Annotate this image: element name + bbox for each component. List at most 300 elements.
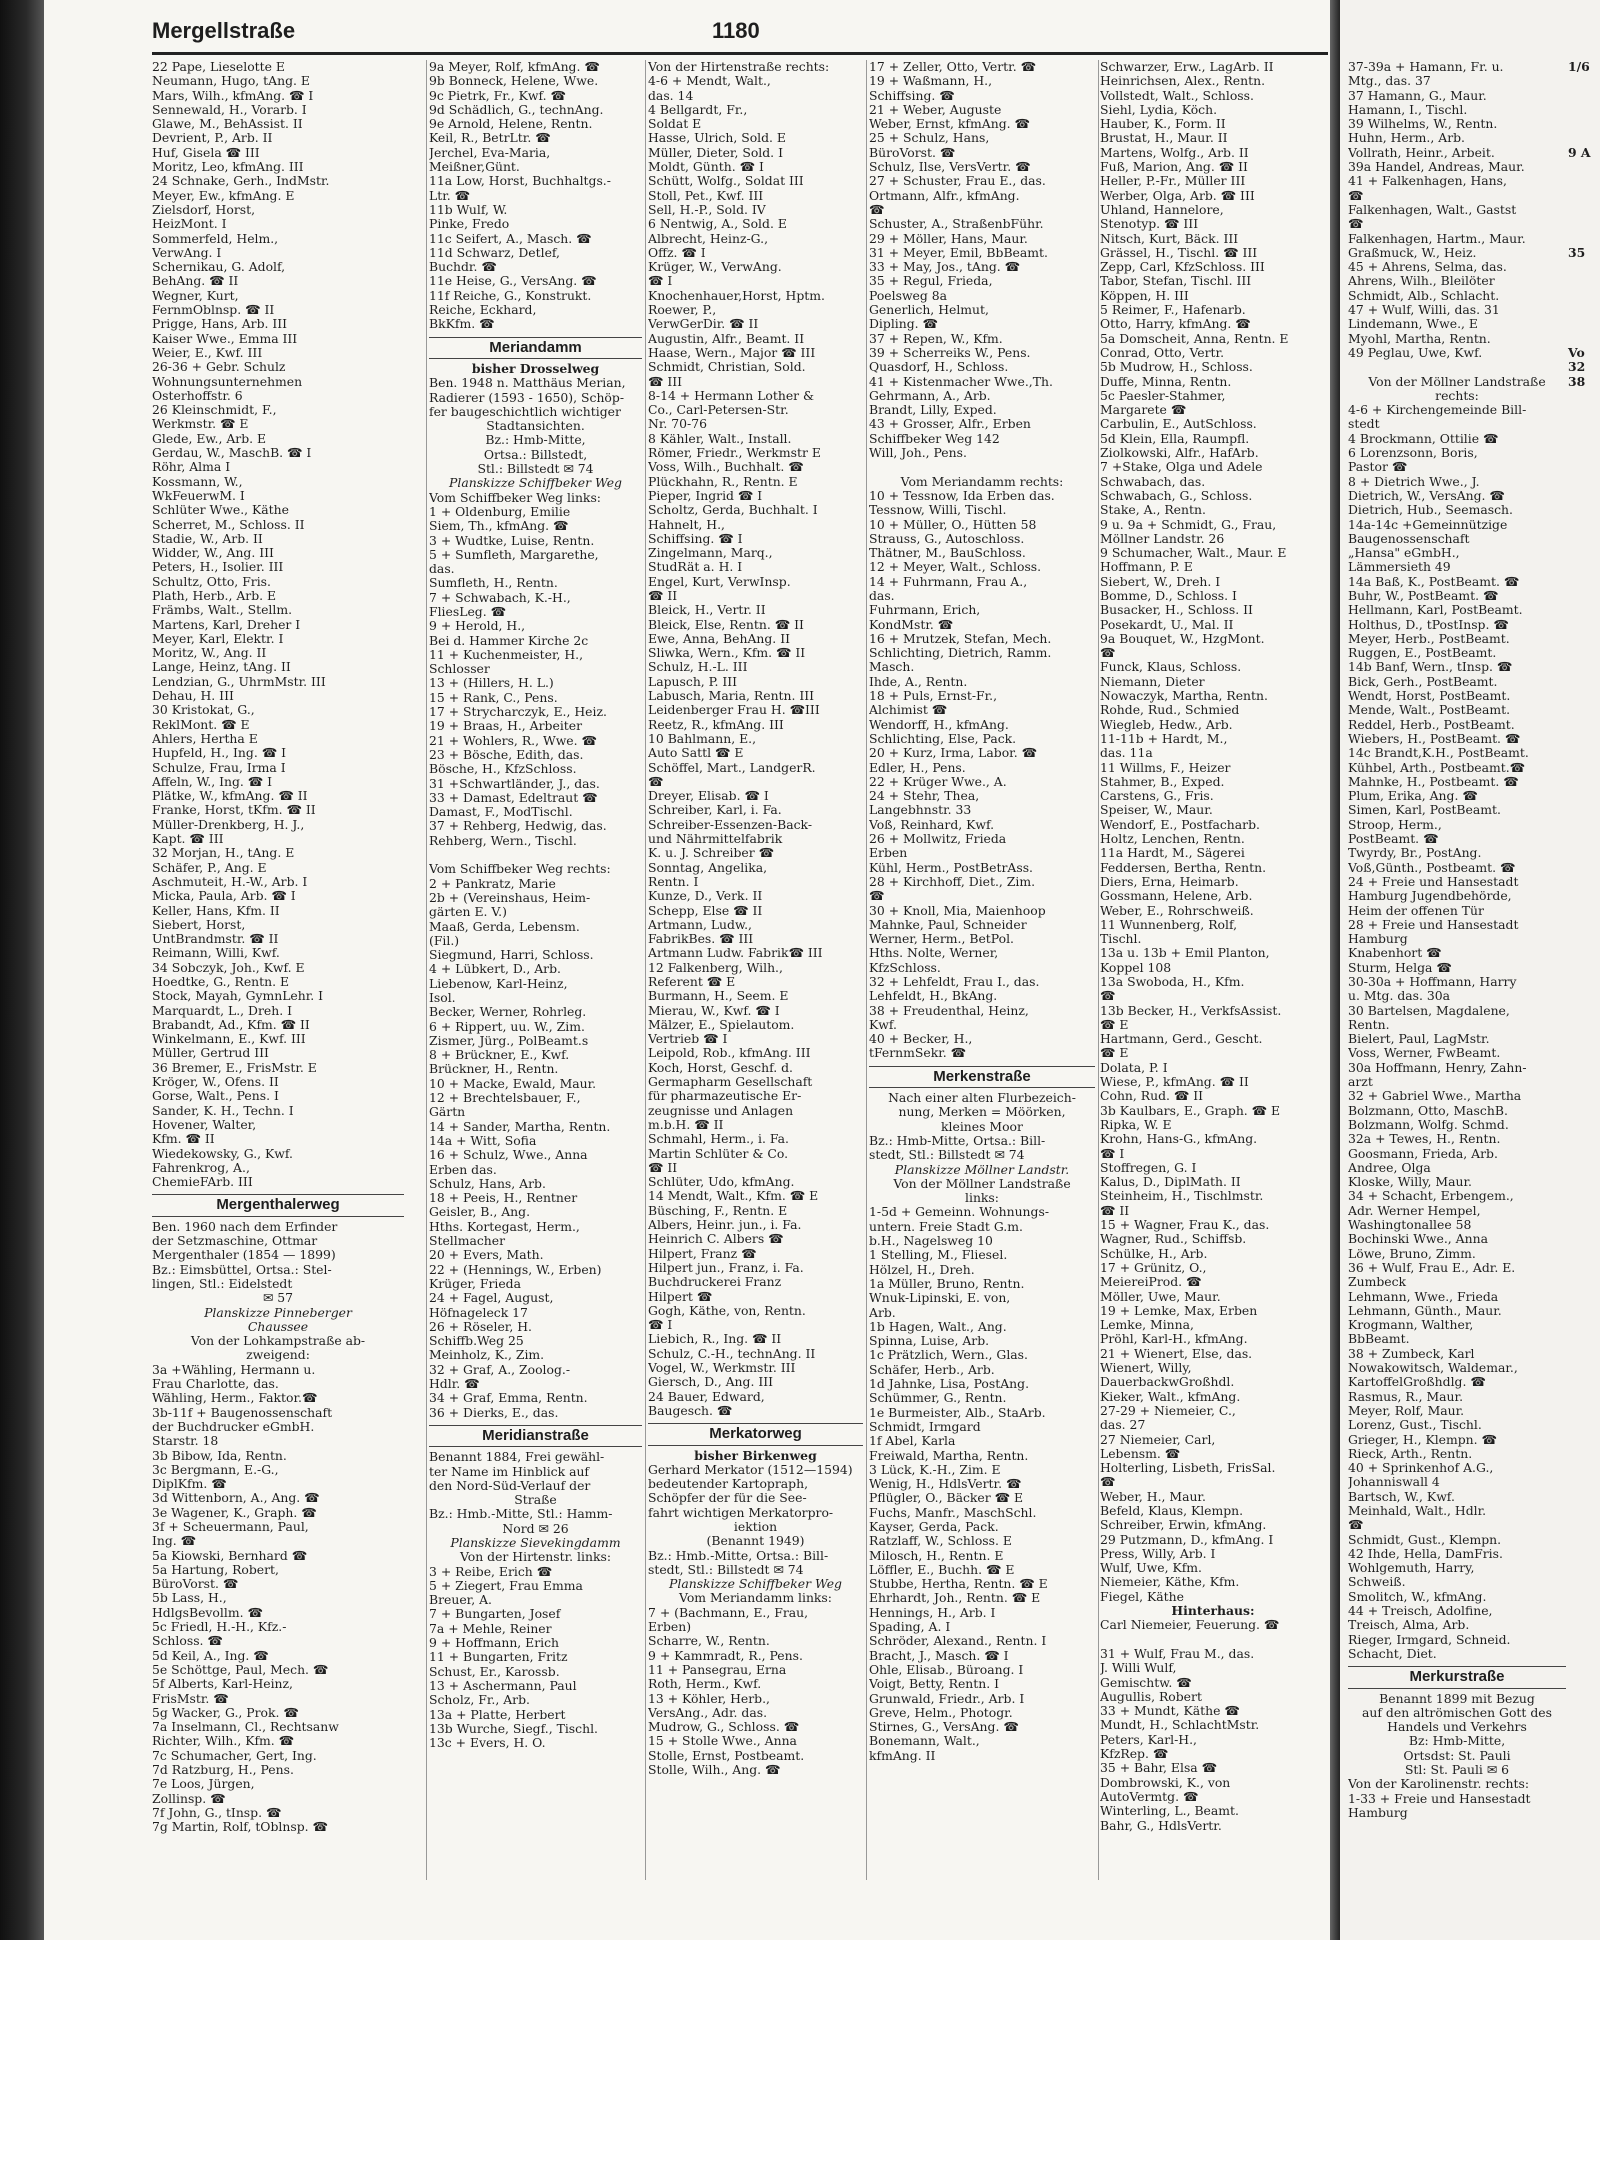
directory-entry: ☎ III xyxy=(648,373,683,389)
directory-entry: Lehfeldt, H., BkAng. xyxy=(869,988,998,1004)
directory-entry: Duffe, Minna, Rentn. xyxy=(1100,373,1232,389)
edge-fragment xyxy=(1568,260,1598,274)
directory-entry: Weier, E., Kwf. III xyxy=(152,344,263,360)
directory-entry: Engel, Kurt, VerwInsp. xyxy=(648,573,791,589)
directory-entry: Reddel, Herb., PostBeamt. xyxy=(1348,716,1515,732)
directory-entry: Bei d. Hammer Kirche 2c xyxy=(429,632,589,648)
directory-entry: Schernikau, G. Adolf, xyxy=(152,259,286,275)
edge-fragment: 9 A xyxy=(1568,144,1591,160)
directory-entry: 9b Bonneck, Helene, Wwe. xyxy=(429,73,599,89)
directory-entry: 37 + Repen, W., Kfm. xyxy=(869,330,1003,346)
directory-entry: Rasmus, R., Maur. xyxy=(1348,1388,1464,1404)
directory-entry: Augustin, Alfr., Beamt. II xyxy=(648,330,805,346)
directory-entry: Winkelmann, E., Kwf. III xyxy=(152,1031,306,1047)
directory-entry: Möller, Uwe, Maur. xyxy=(1100,1288,1221,1304)
directory-entry xyxy=(1348,360,1566,374)
directory-entry: 7a + Mehle, Reiner xyxy=(429,1620,552,1636)
directory-entry: Thätner, M., BauSchloss. xyxy=(869,545,1026,561)
directory-entry: 1a Müller, Bruno, Rentn. xyxy=(869,1275,1025,1291)
directory-entry: stedt, Stl.: Billstedt ✉ 74 xyxy=(648,1561,804,1577)
directory-entry: Vogel, W., Werkmstr. III xyxy=(648,1360,796,1376)
directory-entry: HeizMont. I xyxy=(152,216,227,232)
directory-entry: Zielsdorf, Horst, xyxy=(152,201,256,217)
street-description: Ortsa.: Billstedt, xyxy=(483,446,588,462)
directory-entry: Gerhard Merkator (1512—1594) xyxy=(648,1461,853,1477)
directory-column-2 xyxy=(429,60,642,1750)
directory-entry: Alchimist ☎ xyxy=(869,702,948,718)
directory-entry: Kunze, D., Verk. II xyxy=(648,888,763,904)
directory-entry: Feddersen, Bertha, Rentn. xyxy=(1100,859,1267,875)
directory-entry: Augullis, Robert xyxy=(1100,1688,1202,1704)
directory-entry: DiplKfm. ☎ xyxy=(152,1476,227,1492)
directory-entry: 22 Pape, Lieselotte E xyxy=(152,60,285,74)
directory-entry: Tischl. xyxy=(1100,931,1142,947)
directory-entry: Fuhrmann, Erich, xyxy=(869,602,981,618)
directory-entry: Schloss. ☎ xyxy=(152,1633,223,1649)
directory-entry: 38 + Zumbeck, Karl xyxy=(1348,1345,1475,1361)
directory-entry: 5 + Ziegert, Frau Emma xyxy=(429,1577,583,1593)
directory-entry: 8-14 + Hermann Lother & xyxy=(648,387,815,403)
directory-entry: Koppel 108 xyxy=(1100,959,1172,975)
map-reference-note: Chaussee xyxy=(247,1318,309,1334)
directory-entry: Rentn. xyxy=(1348,1016,1390,1032)
directory-entry: Generlich, Helmut, xyxy=(869,302,989,318)
directory-entry: 7 + (Bachmann, E., Frau, xyxy=(648,1604,809,1620)
directory-entry: Schiffsing. ☎ xyxy=(869,87,955,103)
directory-entry: 37 + Rehberg, Hedwig, das. xyxy=(429,818,607,834)
directory-entry: Hilpert, Franz ☎ xyxy=(648,1245,757,1261)
directory-entry: Sonntag, Angelika, xyxy=(648,859,768,875)
directory-entry: 4-6 + Kirchengemeinde Bill- xyxy=(1348,402,1527,418)
directory-entry: Schulz, Hans, Arb. xyxy=(429,1175,546,1191)
directory-entry: Masch. xyxy=(869,659,915,675)
directory-entry: 9 + Herold, H., xyxy=(429,618,526,634)
directory-entry: Schreiber, Erwin, kfmAng. xyxy=(1100,1517,1267,1533)
directory-entry: 11 + Bungarten, Fritz xyxy=(429,1649,568,1665)
directory-entry: Knabenhort ☎ xyxy=(1348,945,1442,961)
directory-entry: Bleick, Else, Rentn. ☎ II xyxy=(648,616,804,632)
directory-entry: 1b Hagen, Walt., Ang. xyxy=(869,1318,1007,1334)
directory-entry: VerwAng. I xyxy=(152,244,222,260)
directory-entry: Bz.: Eimsbüttel, Ortsa.: Stel- xyxy=(152,1261,332,1277)
directory-entry: Falkenhagen, Walt., Gastst xyxy=(1348,201,1517,217)
directory-entry: Quasdorf, H., Schloss. xyxy=(869,359,1009,375)
directory-entry: Gärtn xyxy=(429,1104,466,1120)
directory-entry: 8 + Brückner, E., Kwf. xyxy=(429,1047,570,1063)
directory-entry: Isol. xyxy=(429,990,456,1005)
directory-entry: 24 Bauer, Edward, xyxy=(648,1388,765,1404)
directory-entry: 22 + Krüger Wwe., A. xyxy=(869,773,1007,789)
map-reference-note: Planskizze Schiffbeker Weg xyxy=(669,1576,842,1592)
directory-entry: Sell, H.-P., Sold. IV xyxy=(648,201,766,217)
directory-entry: Schmahl, Herm., i. Fa. xyxy=(648,1131,789,1147)
directory-entry: Siebert, Horst, xyxy=(152,916,246,932)
street-heading: Meriandamm xyxy=(429,337,642,359)
street-description: Vom Meriandamm rechts: xyxy=(900,473,1064,489)
directory-entry: Hahnelt, H., xyxy=(648,516,725,532)
directory-entry: Treisch, Alma, Arb. xyxy=(1348,1617,1470,1633)
directory-entry: Kfm. ☎ II xyxy=(152,1131,215,1147)
directory-entry: ☎ xyxy=(648,773,664,789)
directory-entry: ☎ I xyxy=(648,1317,673,1333)
directory-entry: Prigge, Hans, Arb. III xyxy=(152,316,288,332)
directory-column-5 xyxy=(1100,60,1326,1833)
directory-entry: Keil, R., BetrLtr. ☎ xyxy=(429,130,551,146)
directory-entry: Schwarzer, Erw., LagArb. II xyxy=(1100,60,1274,74)
directory-entry: Bz.: Hmb.-Mitte, Stl.: Hamm- xyxy=(429,1506,613,1522)
directory-entry: Brabandt, Ad., Kfm. ☎ II xyxy=(152,1016,310,1032)
directory-entry: arzt xyxy=(1348,1074,1373,1090)
directory-entry: 28 + Freie und Hansestadt xyxy=(1348,916,1519,932)
directory-entry: Siebert, W., Dreh. I xyxy=(1100,573,1221,589)
directory-entry: 26 + Röseler, H. xyxy=(429,1318,532,1334)
edge-fragment xyxy=(1568,232,1598,246)
directory-entry: 7 + Schwabach, K.-H., xyxy=(429,589,571,605)
directory-entry: Moritz, Leo, kfmAng. III xyxy=(152,159,304,175)
street-description: Stl: St. Pauli ✉ 6 xyxy=(1404,1762,1510,1778)
directory-entry: Wiedekowsky, G., Kwf. xyxy=(152,1145,293,1161)
directory-entry: 43 + Grosser, Alfr., Erben xyxy=(869,416,1031,432)
header-rule xyxy=(152,52,1328,55)
directory-entry: 32a + Tewes, H., Rentn. xyxy=(1348,1131,1501,1147)
directory-entry: 32 + Gabriel Wwe., Martha xyxy=(1348,1088,1522,1104)
directory-entry: m.b.H. ☎ II xyxy=(648,1116,724,1132)
directory-entry: 24 + Fagel, August, xyxy=(429,1290,554,1306)
directory-entry: Schmidt, Gust., Klempn. xyxy=(1348,1531,1502,1547)
directory-entry: Liebich, R., Ing. ☎ II xyxy=(648,1331,782,1347)
street-description: kleines Moor xyxy=(941,1118,1023,1134)
directory-entry: Stolle, Ernst, Postbeamt. xyxy=(648,1747,805,1763)
directory-entry: Pinke, Fredo xyxy=(429,216,510,232)
directory-entry: FabrikBes. ☎ III xyxy=(648,931,754,947)
directory-entry: Spinna, Luise, Arb. xyxy=(869,1333,990,1349)
street-description: Bz: Hmb-Mitte, xyxy=(1408,1733,1506,1749)
directory-entry: 44 + Treisch, Adolfine, xyxy=(1348,1603,1493,1619)
edge-fragment xyxy=(1568,203,1598,217)
directory-entry: Müller, Dieter, Sold. I xyxy=(648,144,783,160)
directory-entry: ☎ II xyxy=(648,1159,678,1175)
page-number: 1180 xyxy=(712,18,760,43)
directory-entry: Ripka, W. E xyxy=(1100,1116,1172,1132)
directory-entry: UntBrandmstr. ☎ II xyxy=(152,931,279,947)
directory-entry: 7f John, G., tInsp. ☎ xyxy=(152,1804,282,1820)
directory-entry: Löwe, Bruno, Zimm. xyxy=(1348,1245,1476,1261)
directory-entry: 1e Burmeister, Alb., StaArb. xyxy=(869,1404,1046,1420)
street-description: rechts: xyxy=(1435,387,1479,403)
directory-entry: 15 + Rank, C., Pens. xyxy=(429,689,558,705)
edge-fragment xyxy=(1568,289,1598,303)
directory-entry: Zismer, Jürg., PolBeamt.s xyxy=(429,1032,589,1048)
directory-entry: 9c Pietrk, Fr., Kwf. ☎ xyxy=(429,87,566,103)
directory-entry: Stadie, W., Arb. II xyxy=(152,530,263,546)
directory-entry: Aschmuteit, H.-W., Arb. I xyxy=(152,873,308,889)
street-description: Von der Lohkampstraße ab- xyxy=(190,1333,366,1349)
directory-entry: Wiese, P., kfmAng. ☎ II xyxy=(1100,1074,1249,1090)
directory-entry: Nowakowitsch, Waldemar., xyxy=(1348,1360,1518,1376)
directory-entry: Meyer, Herb., PostBeamt. xyxy=(1348,630,1510,646)
directory-entry xyxy=(869,460,1095,474)
street-heading: Merkatorweg xyxy=(648,1423,863,1445)
directory-entry: Uhland, Hannelore, xyxy=(1100,201,1224,217)
directory-entry: Wulf, Uwe, Kfm. xyxy=(1100,1560,1202,1576)
directory-entry: Höfnageleck 17 xyxy=(429,1304,528,1320)
directory-entry: 11 + Pansegrau, Erna xyxy=(648,1661,787,1677)
directory-entry: 20 + Evers, Math. xyxy=(429,1247,544,1263)
directory-entry: 7a Inselmann, Cl., Rechtsanw xyxy=(152,1719,339,1735)
directory-entry: 1-5d + Gemeinn. Wohnungs- xyxy=(869,1204,1050,1220)
directory-entry: u. Mtg. das. 30a xyxy=(1348,988,1451,1004)
directory-entry: Schülke, H., Arb. xyxy=(1100,1245,1208,1261)
scan-margin xyxy=(0,1940,1600,2177)
directory-entry: Reiche, Eckhard, xyxy=(429,302,537,318)
directory-entry: Weber, H., Maur. xyxy=(1100,1488,1206,1504)
directory-entry: Glawe, M., BehAssist. II xyxy=(152,116,303,132)
directory-entry: WkFeuerwM. I xyxy=(152,487,245,503)
directory-entry: Posekardt, U., Mal. II xyxy=(1100,616,1234,632)
directory-entry: 19 + Lemke, Max, Erben xyxy=(1100,1302,1258,1318)
directory-entry: Spading, A. I xyxy=(869,1619,951,1635)
street-description: Vom Meriandamm links: xyxy=(679,1590,832,1606)
street-heading: Merkurstraße xyxy=(1348,1666,1566,1688)
edge-fragment xyxy=(1568,303,1598,317)
directory-entry: StudRät a. H. I xyxy=(648,559,743,575)
directory-entry: Speiser, W., Maur. xyxy=(1100,802,1213,818)
street-description: links: xyxy=(965,1190,999,1206)
directory-entry: 3b Kaulbars, E., Graph. ☎ E xyxy=(1100,1102,1281,1118)
directory-entry: Meißner,Günt. xyxy=(429,159,520,175)
directory-entry: Wagner, Rud., Schiffsb. xyxy=(1100,1231,1247,1247)
directory-entry: Bracht, J., Masch. ☎ I xyxy=(869,1647,1009,1663)
directory-entry: Sturm, Helga ☎ xyxy=(1348,959,1452,975)
directory-entry: 11 Willms, F., Heizer xyxy=(1100,759,1231,775)
directory-entry: lingen, Stl.: Eidelstedt xyxy=(152,1275,293,1291)
directory-entry: Krüger, Frieda xyxy=(429,1275,521,1291)
directory-entry: 4-6 + Mendt, Walt., xyxy=(648,73,771,89)
map-reference-note: Planskizze Sievekingdamm xyxy=(450,1534,621,1550)
directory-entry: Schütt, Wolfg., Soldat III xyxy=(648,173,804,189)
directory-entry: Bartsch, W., Kwf. xyxy=(1348,1488,1455,1504)
directory-entry: 14a-14c +Gemeinnützige xyxy=(1348,516,1508,532)
edge-fragment: Vo xyxy=(1568,344,1585,360)
directory-entry: Müller-Drenkberg, H. J., xyxy=(152,816,305,832)
directory-entry: Mudrow, G., Schloss. ☎ xyxy=(648,1719,800,1735)
directory-entry: 11a Low, Horst, Buchhaltgs.- xyxy=(429,173,611,189)
directory-entry: 10 + Tessnow, Ida Erben das. xyxy=(869,487,1055,503)
directory-entry: Nitsch, Kurt, Bäck. III xyxy=(1100,230,1239,246)
directory-entry: ☎ II xyxy=(648,587,678,603)
directory-entry: Lämmersieth 49 xyxy=(1348,559,1451,575)
directory-entry: tFernmSekr. ☎ xyxy=(869,1045,967,1061)
directory-entry: 35 + Bahr, Elsa ☎ xyxy=(1100,1760,1218,1776)
directory-entry: Bahr, G., HdlsVertr. xyxy=(1100,1817,1222,1833)
directory-entry: 34 + Schacht, Erbengem., xyxy=(1348,1188,1514,1204)
directory-entry: Vollstedt, Walt., Schloss. xyxy=(1100,87,1254,103)
directory-entry: Schöpfer der für die See- xyxy=(648,1490,807,1506)
directory-entry: Sennewald, H., Vorarb. I xyxy=(152,101,307,117)
directory-entry: Falkenhagen, Hartm., Maur. xyxy=(1348,230,1526,246)
directory-entry: 16 + Schulz, Wwe., Anna xyxy=(429,1147,588,1163)
street-description: Benannt 1899 mit Bezug xyxy=(1379,1690,1535,1706)
directory-entry: Scholz, Fr., Arb. xyxy=(429,1692,530,1708)
directory-entry: Kaiser Wwe., Emma III xyxy=(152,330,298,346)
directory-entry: 11b Wulf, W. xyxy=(429,201,508,217)
directory-entry: Wegner, Kurt, xyxy=(152,287,239,303)
directory-entry: Ohle, Elisab., Büroang. I xyxy=(869,1661,1024,1677)
directory-entry: 26-36 + Gebr. Schulz xyxy=(152,359,286,375)
directory-entry: 21 + Weber, Auguste xyxy=(869,101,1002,117)
directory-entry: Koch, Horst, Geschf. d. xyxy=(648,1059,793,1075)
directory-entry: 5f Alberts, Karl-Heinz, xyxy=(152,1676,293,1692)
directory-entry: 14a + Witt, Sofia xyxy=(429,1132,537,1148)
directory-entry: Vollrath, Heinr., Arbeit. xyxy=(1348,144,1495,160)
directory-entry: Jerchel, Eva-Maria, xyxy=(429,144,551,160)
directory-entry: Schulz, C.-H., technAng. II xyxy=(648,1345,816,1361)
directory-entry: Brückner, H., Rentn. xyxy=(429,1061,559,1077)
directory-entry: Sumfleth, H., Rentn. xyxy=(429,575,558,591)
directory-entry: 14 + Sander, Martha, Rentn. xyxy=(429,1118,611,1134)
directory-entry: Press, Willy, Arb. I xyxy=(1100,1545,1216,1561)
directory-entry: Martin Schlüter & Co. xyxy=(648,1145,789,1161)
directory-entry: 5b Mudrow, H., Schloss. xyxy=(1100,359,1253,375)
directory-entry: Lapusch, P. III xyxy=(648,673,738,689)
directory-entry: Geisler, B., Ang. xyxy=(429,1204,531,1220)
directory-entry: Rohde, Rud., Schmied xyxy=(1100,702,1240,718)
directory-entry: Ihde, A., Rentn. xyxy=(869,673,968,689)
directory-entry: Gemischtw. ☎ xyxy=(1100,1674,1192,1690)
page-header xyxy=(152,18,1322,52)
street-description: zweigend: xyxy=(246,1347,310,1363)
street-description: nung, Merken = Möörken, xyxy=(898,1104,1066,1120)
directory-entry: 30a Hoffmann, Henry, Zahn- xyxy=(1348,1059,1527,1075)
directory-entry: 7e Loos, Jürgen, xyxy=(152,1776,255,1792)
directory-entry: Carl Niemeier, Feuerung. ☎ xyxy=(1100,1617,1280,1633)
directory-entry: Gerdau, W., MaschB. ☎ I xyxy=(152,445,312,461)
directory-entry: Ahlers, Hertha E xyxy=(152,730,258,746)
edge-fragment xyxy=(1568,117,1598,131)
directory-entry: und Nährmittelfabrik xyxy=(648,831,783,847)
directory-entry: 3f + Scheuermann, Paul, xyxy=(152,1518,309,1534)
directory-entry: ☎ II xyxy=(1100,1202,1130,1218)
directory-entry: 12 Falkenberg, Wilh., xyxy=(648,959,783,975)
directory-entry: Möllner Landstr. 26 xyxy=(1100,530,1225,546)
directory-entry: Gogh, Käthe, von, Rentn. xyxy=(648,1302,806,1318)
directory-entry: Holtz, Lenchen, Rentn. xyxy=(1100,831,1245,847)
directory-entry: Schäfer, P., Ang. E xyxy=(152,859,267,875)
street-description: ✉ 57 xyxy=(262,1290,294,1306)
directory-entry: Gossmann, Helene, Arb. xyxy=(1100,888,1253,904)
directory-entry: 36 Bremer, E., FrisMstr. E xyxy=(152,1059,317,1075)
directory-entry: Brandt, Lilly, Exped. xyxy=(869,402,997,418)
directory-entry: 17 + Grünitz, O., xyxy=(1100,1259,1207,1275)
directory-entry: Von der Karolinenstr. rechts: xyxy=(1348,1776,1530,1792)
directory-entry: 16 + Mrutzek, Stefan, Mech. xyxy=(869,630,1052,646)
directory-entry: Keller, Hans, Kfm. II xyxy=(152,902,280,918)
directory-entry: Röhr, Alma I xyxy=(152,459,231,475)
directory-entry: Washingtonallee 58 xyxy=(1348,1217,1472,1233)
directory-entry: 13c + Evers, H. O. xyxy=(429,1735,546,1751)
directory-entry: Carbulin, E., AutSchloss. xyxy=(1100,416,1257,432)
directory-entry: 10 Bahlmann, E., xyxy=(648,730,757,746)
directory-entry: 11 Wunnenberg, Rolf, xyxy=(1100,916,1238,932)
directory-entry: Dipling. ☎ xyxy=(869,316,938,332)
directory-entry: Krüger, W., VerwAng. xyxy=(648,259,782,275)
directory-entry: stedt, Stl.: Billstedt ✉ 74 xyxy=(869,1147,1025,1163)
directory-entry: Haase, Wern., Major ☎ III xyxy=(648,344,816,360)
directory-entry: Langebhnstr. 33 xyxy=(869,802,972,818)
directory-entry: ☎ I xyxy=(648,273,673,289)
directory-entry: 31 + Meyer, Emil, BbBeamt. xyxy=(869,244,1048,260)
directory-entry: 25 + Schulz, Hans, xyxy=(869,130,990,146)
directory-entry: Bomme, D., Schloss. I xyxy=(1100,587,1237,603)
directory-entry: BüroVorst. ☎ xyxy=(152,1576,239,1592)
directory-entry: Schultz, Otto, Fris. xyxy=(152,573,271,589)
directory-entry: Stroop, Herm., xyxy=(1348,816,1442,832)
directory-entry: Schust, Er., Karossb. xyxy=(429,1663,560,1679)
directory-entry: Schmidt, Irmgard xyxy=(869,1418,981,1434)
directory-entry: Siem, Th., kfmAng. ☎ xyxy=(429,518,569,534)
directory-entry: Peters, Karl-H., xyxy=(1100,1731,1197,1747)
directory-entry: 13 + (Hillers, H. L.) xyxy=(429,675,554,691)
directory-entry: 3a +Wähling, Hermann u. xyxy=(152,1361,316,1377)
directory-entry: Rentn. I xyxy=(648,873,699,889)
column-divider xyxy=(645,60,646,1880)
directory-entry: Pieper, Ingrid ☎ I xyxy=(648,487,763,503)
directory-entry: untern. Freie Stadt G.m. xyxy=(869,1218,1023,1234)
directory-entry: 5d Klein, Ella, Raumpfl. xyxy=(1100,430,1250,446)
directory-entry: Stahmer, B., Exped. xyxy=(1100,773,1225,789)
directory-entry: 6 + Rippert, uu. W., Zim. xyxy=(429,1018,585,1034)
edge-fragment xyxy=(1568,160,1598,174)
edge-fragment xyxy=(1568,174,1598,188)
directory-entry: Labusch, Maria, Rentn. III xyxy=(648,688,815,704)
directory-entry: 47 + Wulf, Willi, das. 31 xyxy=(1348,302,1500,318)
directory-entry: Werner, Herm., BetPol. xyxy=(869,931,1014,947)
directory-entry: 5g Wacker, G., Prok. ☎ xyxy=(152,1704,299,1720)
directory-entry: Artmann, Ludw., xyxy=(648,916,752,932)
directory-entry: Auto Sattl ☎ E xyxy=(648,745,744,761)
edge-fragment xyxy=(1568,103,1598,117)
directory-entry: 41 + Falkenhagen, Hans, xyxy=(1348,173,1507,189)
directory-entry: Voss, Werner, FwBeamt. xyxy=(1348,1045,1501,1061)
directory-entry: Arb. xyxy=(869,1304,896,1320)
directory-entry: „Hansa" eGmbH., xyxy=(1348,545,1460,561)
directory-entry: 31 + Wulf, Frau M., das. xyxy=(1100,1645,1255,1661)
directory-entry: Mälzer, E., Spielautom. xyxy=(648,1016,795,1032)
directory-entry: fer baugeschichtlich wichtiger xyxy=(429,403,621,419)
directory-entry: 19 + Waßmann, H., xyxy=(869,73,993,89)
directory-entry: Sliwka, Wern., Kfm. ☎ II xyxy=(648,645,806,661)
directory-column-3 xyxy=(648,60,863,1777)
directory-entry: 9e Arnold, Helene, Rentn. xyxy=(429,116,593,132)
directory-entry: Wnuk-Lipinski, E. von, xyxy=(869,1290,1011,1306)
directory-entry: Maaß, Gerda, Lebensm. xyxy=(429,918,580,934)
directory-entry: Kühbel, Arth., Postbeamt.☎ xyxy=(1348,759,1526,775)
directory-entry: Radierer (1593 - 1650), Schöp- xyxy=(429,389,625,405)
directory-entry: 11 + Kuchenmeister, H., xyxy=(429,646,584,662)
map-reference-note: Planskizze Schiffbeker Weg xyxy=(449,475,622,491)
directory-entry: Bochinski Wwe., Anna xyxy=(1348,1231,1488,1247)
directory-entry: ChemieFArb. III xyxy=(152,1174,253,1190)
directory-entry: 10 + Müller, O., Hütten 58 xyxy=(869,516,1037,532)
street-description: bisher Drosselweg xyxy=(471,360,600,376)
directory-entry: 37-39a + Hamann, Fr. u. xyxy=(1348,60,1504,74)
directory-entry: 3b Bibow, Ida, Rentn. xyxy=(152,1447,287,1463)
directory-entry: Bleick, H., Vertr. II xyxy=(648,602,766,618)
directory-entry: 9d Schädlich, G., technAng. xyxy=(429,101,604,117)
directory-entry: Hoffmann, P. E xyxy=(1100,559,1193,575)
directory-entry: 45 + Ahrens, Selma, das. xyxy=(1348,259,1507,275)
directory-entry: Grunwald, Friedr., Arb. I xyxy=(869,1690,1025,1706)
